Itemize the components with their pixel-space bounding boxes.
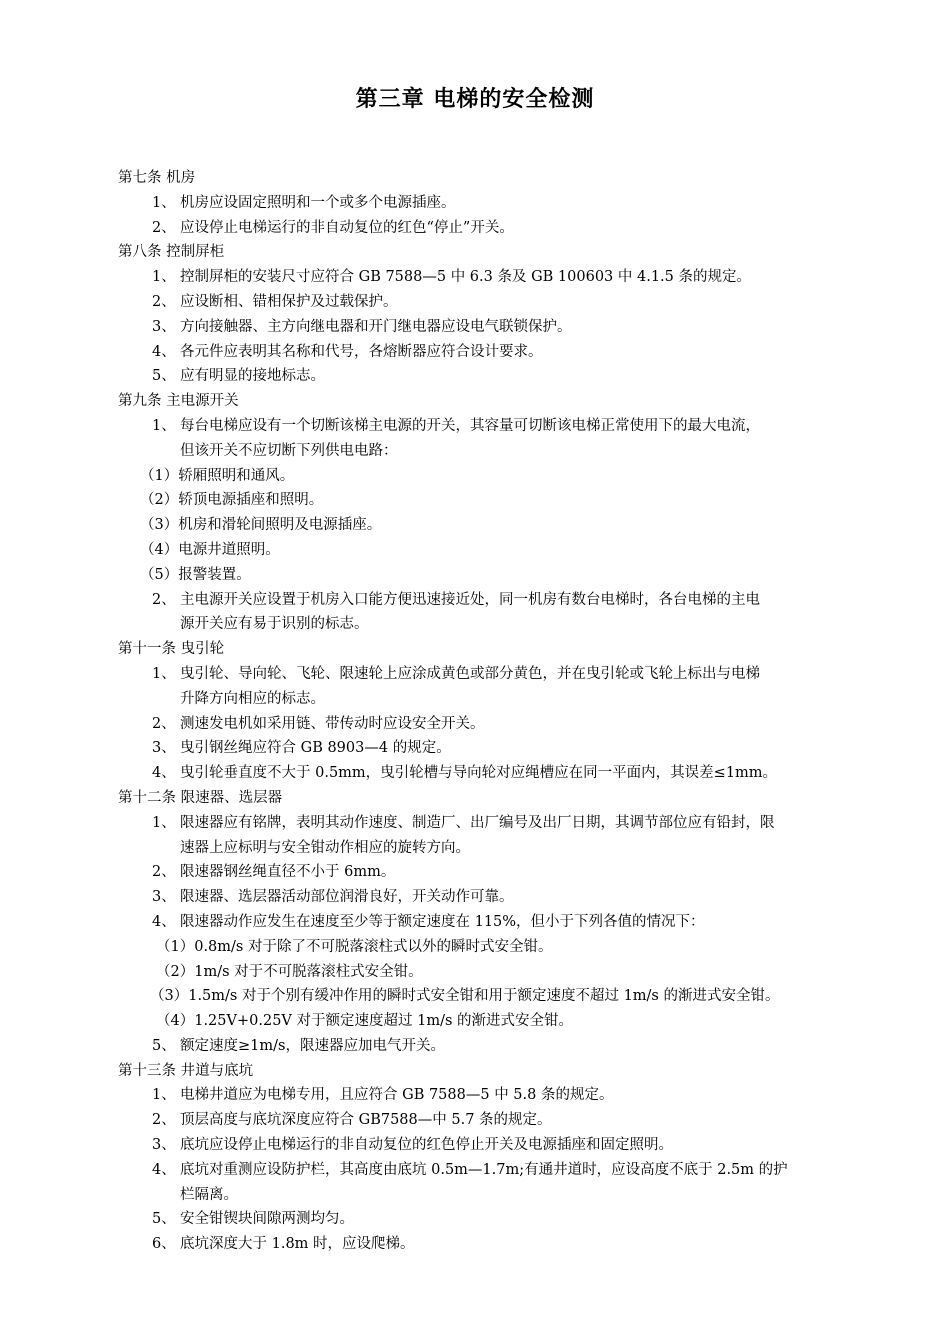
clause-text: 底坑对重测应设防护栏，其高度由底坑 0.5m—1.7m;有通井道时，应设高度不底于 2.5m 的护	[180, 1161, 788, 1178]
clause-continuation: 源开关应有易于识别的标志。	[180, 616, 369, 633]
clause-item	[118, 1083, 838, 1108]
article-heading: 第十二条 限速器、选层器	[118, 789, 283, 806]
clause-item	[118, 340, 838, 365]
sub-clause: （2）轿顶电源插座和照明。	[140, 492, 324, 509]
clause-text: 应设断相、错相保护及过载保护。	[180, 293, 398, 310]
clause-continuation: 栏隔离。	[180, 1186, 238, 1203]
clause-item	[118, 290, 838, 315]
sub-clause: （1）0.8m/s 对于除了不可脱落滚柱式以外的瞬时式安全钳。	[156, 938, 553, 955]
clause-text: 每台电梯应设有一个切断该梯主电源的开关，其容量可切断该电梯正常使用下的最大电流，	[180, 417, 760, 434]
clause-text: 电梯井道应为电梯专用，且应符合 GB 7588—5 中 5.8 条的规定。	[180, 1087, 614, 1104]
clause-item	[118, 265, 838, 290]
clause-text: 限速器应有铭牌，表明其动作速度、制造厂、出厂编号及出厂日期，其调节部位应有铅封，限	[180, 814, 775, 831]
document-body	[118, 166, 838, 1257]
clause-text: 底坑应设停止电梯运行的非自动复位的红色停止开关及电源插座和固定照明。	[180, 1137, 673, 1154]
clause-number: 5、	[152, 1211, 176, 1228]
clause-text: 限速器、选层器活动部位润滑良好，开关动作可靠。	[180, 889, 514, 906]
clause-number: 3、	[152, 740, 176, 757]
sub-clause: （4）电源井道照明。	[140, 541, 280, 558]
clause-continuation: 但该开关不应切断下列供电电路：	[180, 442, 398, 459]
clause-text: 曳引轮垂直度不大于 0.5mm，曳引轮槽与导向轮对应绳槽应在同一平面内，其误差≤1mm。	[180, 765, 778, 782]
clause-item	[118, 860, 838, 885]
clause-number: 2、	[152, 715, 176, 732]
clause-text: 测速发电机如采用链、带传动时应设安全开关。	[180, 715, 485, 732]
sub-clause: （4）1.25V+0.25V 对于额定速度超过 1m/s 的渐进式安全钳。	[156, 1013, 574, 1030]
clause-number: 3、	[152, 318, 176, 335]
clause-text: 控制屏柜的安装尺寸应符合 GB 7588—5 中 6.3 条及 GB 100603 中 4.1.5 条的规定。	[180, 269, 751, 286]
clause-number: 1、	[152, 417, 176, 434]
sub-clause: （5）报警装置。	[140, 566, 251, 583]
clause-item	[118, 712, 838, 737]
article-heading: 第八条 控制屏柜	[118, 244, 225, 261]
clause-item	[118, 1133, 838, 1158]
clause-item	[118, 315, 838, 340]
clause-number: 4、	[152, 343, 176, 360]
clause-item	[118, 662, 838, 687]
clause-text: 各元件应表明其名称和代号，各熔断器应符合设计要求。	[180, 343, 543, 360]
clause-text: 限速器钢丝绳直径不小于 6mm。	[180, 864, 396, 881]
clause-text: 主电源开关应设置于机房入口能方便迅速接近处，同一机房有数台电梯时，各台电梯的主电	[180, 591, 760, 608]
clause-text: 应设停止电梯运行的非自动复位的红色“停止”开关。	[180, 219, 514, 236]
clause-continuation: 升降方向相应的标志。	[180, 690, 325, 707]
clause-text: 机房应设固定照明和一个或多个电源插座。	[180, 194, 456, 211]
clause-item	[118, 1158, 838, 1183]
article-heading: 第十三条 井道与底坑	[118, 1062, 254, 1079]
clause-text: 安全钳锲块间隙两测均匀。	[180, 1211, 354, 1228]
clause-continuation: 速器上应标明与安全钳动作相应的旋转方向。	[180, 839, 470, 856]
clause-number: 6、	[152, 1236, 176, 1253]
sub-clause: （2）1m/s 对于不可脱落滚柱式安全钳。	[156, 963, 423, 980]
clause-text: 曳引轮、导向轮、飞轮、限速轮上应涂成黄色或部分黄色，并在曳引轮或飞轮上标出与电梯	[180, 665, 760, 682]
clause-number: 5、	[152, 368, 176, 385]
clause-item	[118, 364, 838, 389]
clause-number: 2、	[152, 293, 176, 310]
clause-text: 应有明显的接地标志。	[180, 368, 325, 385]
clause-text: 方向接触器、主方向继电器和开门继电器应设电气联锁保护。	[180, 318, 572, 335]
clause-text: 顶层高度与底坑深度应符合 GB7588—中 5.7 条的规定。	[180, 1112, 552, 1129]
clause-number: 1、	[152, 269, 176, 286]
clause-number: 2、	[152, 591, 176, 608]
clause-number: 1、	[152, 814, 176, 831]
clause-number: 4、	[152, 765, 176, 782]
clause-item	[118, 216, 838, 241]
clause-item	[118, 414, 838, 439]
article-heading: 第七条 机房	[118, 170, 196, 186]
sub-clause: （1）轿厢照明和通风。	[140, 467, 295, 484]
clause-number: 4、	[152, 1161, 176, 1178]
sub-clause: （3）机房和滑轮间照明及电源插座。	[140, 517, 382, 534]
clause-number: 1、	[152, 665, 176, 682]
article-heading: 第九条 主电源开关	[118, 393, 239, 410]
clause-item	[118, 1207, 838, 1232]
clause-number: 1、	[152, 194, 176, 211]
clause-text: 限速器动作应发生在速度至少等于额定速度在 115%，但小于下列各值的情况下：	[180, 913, 705, 930]
article-heading: 第十一条 曳引轮	[118, 641, 225, 658]
chapter-title: 第三章 电梯的安全检测	[355, 87, 595, 112]
clause-item	[118, 1034, 838, 1059]
clause-number: 2、	[152, 1112, 176, 1129]
clause-number: 2、	[152, 864, 176, 881]
clause-number: 2、	[152, 219, 176, 236]
clause-number: 4、	[152, 913, 176, 930]
clause-text: 底坑深度大于 1.8m 时，应设爬梯。	[180, 1236, 415, 1253]
clause-number: 1、	[152, 1087, 176, 1104]
sub-clause: （3）1.5m/s 对于个别有缓冲作用的瞬时式安全钳和用于额定速度不超过 1m/s 的渐进式安全钳。	[150, 988, 780, 1005]
clause-item	[118, 736, 838, 761]
clause-number: 3、	[152, 1137, 176, 1154]
clause-item	[118, 588, 838, 613]
clause-number: 3、	[152, 889, 176, 906]
clause-text: 曳引钢丝绳应符合 GB 8903—4 的规定。	[180, 740, 451, 757]
clause-item	[118, 1108, 838, 1133]
clause-item	[118, 191, 838, 216]
clause-text: 额定速度≥1m/s，限速器应加电气开关。	[180, 1037, 445, 1054]
clause-item	[118, 885, 838, 910]
clause-item	[118, 1232, 838, 1257]
clause-number: 5、	[152, 1037, 176, 1054]
clause-item	[118, 811, 838, 836]
clause-item	[118, 761, 838, 786]
clause-item	[118, 910, 838, 935]
